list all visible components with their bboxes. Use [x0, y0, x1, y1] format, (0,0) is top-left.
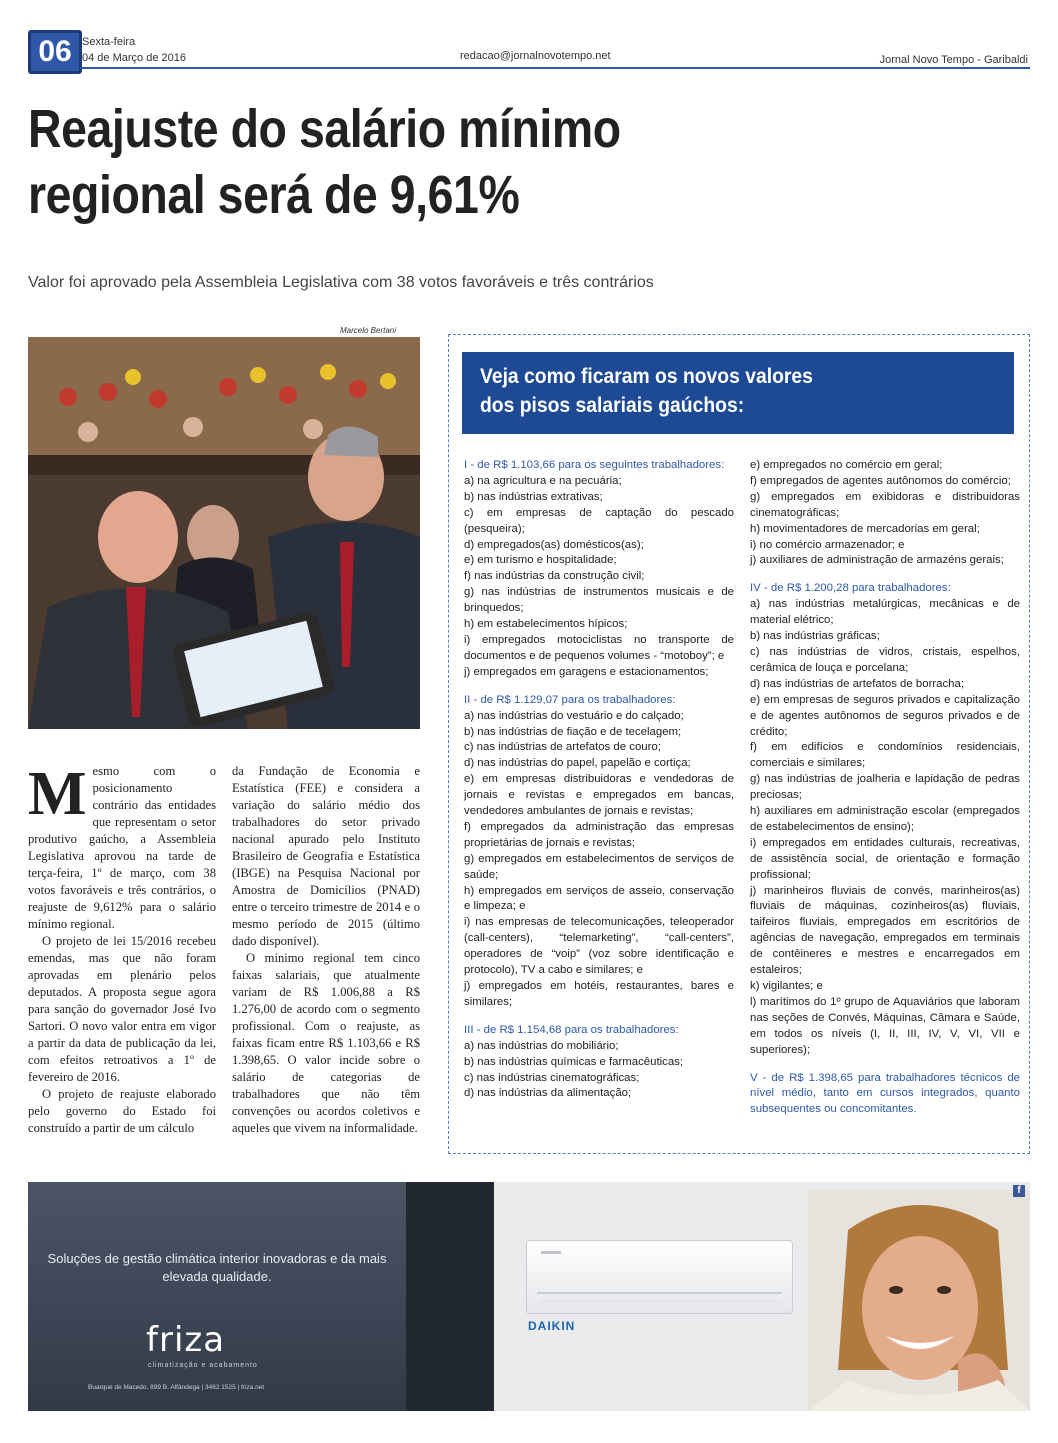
salary-list-item: e) em empresas de seguros privados e capitalização e de agentes autônomos de seguros privados e de crédito; [750, 693, 1020, 738]
salary-list-item: i) empregados em entidades culturais, recreativas, de assistência social, de orientação e formação profissional; [750, 836, 1020, 881]
daikin-logo: DAIKIN [528, 1319, 576, 1333]
article-column-1 [28, 760, 216, 1137]
salary-list-item: g) nas indústrias de instrumentos musicais e de brinquedos; [464, 586, 734, 615]
salary-list-item: c) em empresas de captação do pescado (pesqueira); [464, 506, 734, 535]
salary-floors-list-left [464, 458, 734, 1102]
salary-list-item: f) empregados de agentes autônomos do comércio; [750, 474, 1011, 487]
article-paragraph: esmo com o posicionamento contrário das entidades que representam o setor produtivo gaúcho, a Assembleia Legislativa aprovou na tarde de terça-feira, 1º de março, com 38 votos favoráveis e três contrários, o reajuste de 9,612% para o salário mínimo regional. [28, 764, 216, 931]
salary-list-item: g) empregados em estabelecimentos de serviços de saúde; [464, 852, 734, 881]
salary-floors-heading-line2: dos pisos salariais gaúchos: [480, 394, 745, 417]
salary-floors-list-right [750, 458, 1020, 1118]
salary-list-item: f) em edifícios e condomínios residenciais, comerciais e similares; [750, 741, 1020, 770]
salary-list-item: d) nas indústrias do papel, papelão e cortiça; [464, 757, 691, 770]
ad-dark-panel [28, 1182, 406, 1411]
article-paragraph: O projeto de reajuste elaborado pelo governo do Estado foi construído a partir de um cálculo [28, 1087, 216, 1135]
salary-list-item: g) nas indústrias de joalheria e lapidação de pedras preciosas; [750, 773, 1020, 802]
salary-floors-heading-line1: Veja como ficaram os novos valores [480, 365, 813, 388]
salary-list-item: c) nas indústrias de vidros, cristais, espelhos, cerâmica de louça e porcelana; [750, 645, 1020, 674]
drop-cap: M [28, 760, 87, 828]
header-paper-name: Jornal Novo Tempo - Garibaldi [879, 54, 1028, 66]
article-title-line1: Reajuste do salário mínimo [28, 99, 621, 159]
article-title-line2: regional será de 9,61% [28, 165, 520, 225]
salary-list-item: a) nas indústrias metalúrgicas, mecânicas e de material elétrico; [750, 598, 1020, 627]
salary-list-item: h) auxiliares em administração escolar (empregados de estabelecimentos de ensino); [750, 805, 1020, 833]
salary-list-item: i) no comércio armazenador; e [750, 538, 905, 551]
salary-list-item: b) nas indústrias extrativas; [464, 490, 603, 503]
ad-tagline: Soluções de gestão climática interior inovadoras e da mais elevada qualidade. [47, 1251, 387, 1284]
salary-category-heading: IV - de R$ 1.200,28 para trabalhadores: [750, 582, 951, 595]
page-number: 06 [28, 30, 82, 74]
salary-list-item: c) nas indústrias de artefatos de couro; [464, 741, 661, 754]
salary-list-item: c) nas indústrias cinematográficas; [464, 1071, 640, 1084]
salary-category-heading: II - de R$ 1.129,07 para os trabalhadores: [464, 693, 676, 706]
air-conditioner-image [526, 1240, 793, 1314]
article-photo [28, 337, 420, 729]
header-date: 04 de Março de 2016 [82, 52, 186, 64]
salary-list-item: i) empregados motociclistas no transporte de documentos e de pequenos volumes - “motoboy”; e [464, 633, 734, 662]
salary-list-item: a) nas indústrias do vestuário e do calçado; [464, 709, 684, 722]
salary-list-item: e) em empresas distribuidoras e vendedoras de jornais e revistas e empregados em bancas, vendedores ambulantes de jornais e revistas; [464, 773, 734, 818]
article-paragraph: O mínimo regional tem cinco faixas salariais, que atualmente variam de R$ 1.006,88 a R$ 1.276,00 de acordo com o segmento profissional. Com o reajuste, as faixas ficam entre R$ 1.103,66 e R$ 1.398,65. O valor incide sobre o salário de categorias de trabalhadores que não têm convenções ou acordos coletivos e aqueles que vivem na informalidade. [232, 951, 420, 1135]
advertisement-banner[interactable] [28, 1182, 1030, 1411]
header-weekday: Sexta-feira [82, 36, 136, 48]
salary-list-item: b) nas indústrias gráficas; [750, 630, 880, 643]
salary-list-item: d) empregados(as) domésticos(as); [464, 538, 644, 551]
ad-brand-logo: friza [146, 1320, 226, 1360]
article-paragraph: O projeto de lei 15/2016 recebeu emendas, mas que não foram aprovadas em plenário pelos deputados. A proposta segue agora para sanção do governador José Ivo Sartori. O novo valor entra em vigor a partir da data de publicação da lei, com efeitos retroativos a 1º de fevereiro de 2016. [28, 934, 216, 1084]
header-divider [80, 67, 1030, 69]
ad-woman-photo [808, 1190, 1030, 1411]
salary-list-item: f) empregados da administração das empresas proprietárias de jornais e revistas; [464, 820, 734, 849]
list-spacer [750, 569, 1020, 581]
salary-list-item: k) vigilantes; e [750, 980, 823, 992]
salary-list-item: e) em turismo e hospitalidade; [464, 554, 617, 567]
salary-list-item: l) marítimos do 1º grupo de Aquaviários que laboram nas seções de Convés, Máquinas, Câmara e Saúde, em todos os níveis (I, II, III, IV, V, VI, VII e superiores); [750, 995, 1020, 1056]
list-spacer [464, 681, 734, 693]
salary-list-item: j) auxiliares de administração de armazéns gerais; [750, 554, 1004, 567]
salary-list-item: i) nas empresas de telecomunicações, teleoperador (call-centers), “telemarketing”, “call-centers”, operadores de “voip” (voz sobre identificação e protocolo), TV a cabo e similares; e [464, 916, 734, 977]
salary-list-item: j) empregados em garagens e estacionamentos; [464, 665, 709, 678]
article-subtitle: Valor foi aprovado pela Assembleia Legislativa com 38 votos favoráveis e três contrários [28, 274, 654, 291]
facebook-icon[interactable]: f [1013, 1185, 1025, 1197]
list-spacer [464, 1011, 734, 1023]
salary-list-item: b) nas indústrias de fiação e de tecelagem; [464, 725, 682, 738]
salary-list-item: e) empregados no comércio em geral; [750, 459, 943, 471]
photo-credit: Marcelo Bertani [340, 326, 397, 335]
ad-address: Buarque de Macedo, 899 B. Alfândega | 3462.1525 | friza.net [88, 1384, 265, 1391]
salary-floors-heading [480, 362, 958, 420]
ad-brand-subtitle: climatização e acabamento [148, 1362, 258, 1369]
salary-list-item: f) nas indústrias da construção civil; [464, 570, 645, 583]
salary-list-item: j) marinheiros fluviais de convés, marinheiros(as) fluviais de máquinas, cozinheiros(as) fluviais, taifeiros fluviais, empregados em escritórios de agências de navegação, empregados em terminais de contêineres e mestres e encarregados em estaleiros; [750, 884, 1020, 977]
salary-list-item: d) nas indústrias da alimentação; [464, 1087, 632, 1100]
header-email-link[interactable]: redacao@jornalnovotempo.net [460, 50, 611, 62]
salary-list-item: j) empregados em hotéis, restaurantes, bares e similares; [464, 980, 734, 1008]
article-title [28, 96, 716, 228]
salary-list-item: d) nas indústrias de artefatos de borracha; [750, 677, 965, 690]
salary-list-item: b) nas indústrias químicas e farmacêuticas; [464, 1055, 684, 1068]
photo-illustration [28, 337, 420, 729]
article-paragraph: da Fundação de Economia e Estatística (FEE) e considera a variação do salário médio dos trabalhadores do setor privado nacional apurado pelo Instituto Brasileiro de Geografia e Estatística (IBGE) na Pesquisa Nacional por Amostra de Domicílios (PNAD) entre o terceiro trimestre de 2014 e o mesmo período de 2015 (último dado disponível). [232, 764, 420, 948]
salary-category-heading: V - de R$ 1.398,65 para trabalhadores técnicos de nível médio, tanto em cursos integrados, quanto subsequentes ou concomitantes. [750, 1071, 1020, 1116]
ad-brand-bar [406, 1182, 494, 1411]
salary-list-item: a) na agricultura e na pecuária; [464, 474, 622, 487]
salary-list-item: g) empregados em exibidoras e distribuidoras cinematográficas; [750, 490, 1020, 519]
list-spacer [750, 1059, 1020, 1071]
article-column-2 [232, 763, 420, 1137]
salary-list-item: h) em estabelecimentos hípicos; [464, 618, 628, 631]
salary-category-heading: III - de R$ 1.154,68 para os trabalhadores: [464, 1023, 679, 1036]
salary-list-item: h) movimentadores de mercadorias em geral; [750, 522, 980, 535]
air-conditioner-icon [527, 1241, 792, 1313]
salary-list-item: a) nas indústrias do mobiliário; [464, 1039, 619, 1052]
salary-list-item: h) empregados em serviços de asseio, conservação e limpeza; e [464, 884, 734, 913]
salary-category-heading: I - de R$ 1.103,66 para os seguintes trabalhadores: [464, 459, 725, 471]
